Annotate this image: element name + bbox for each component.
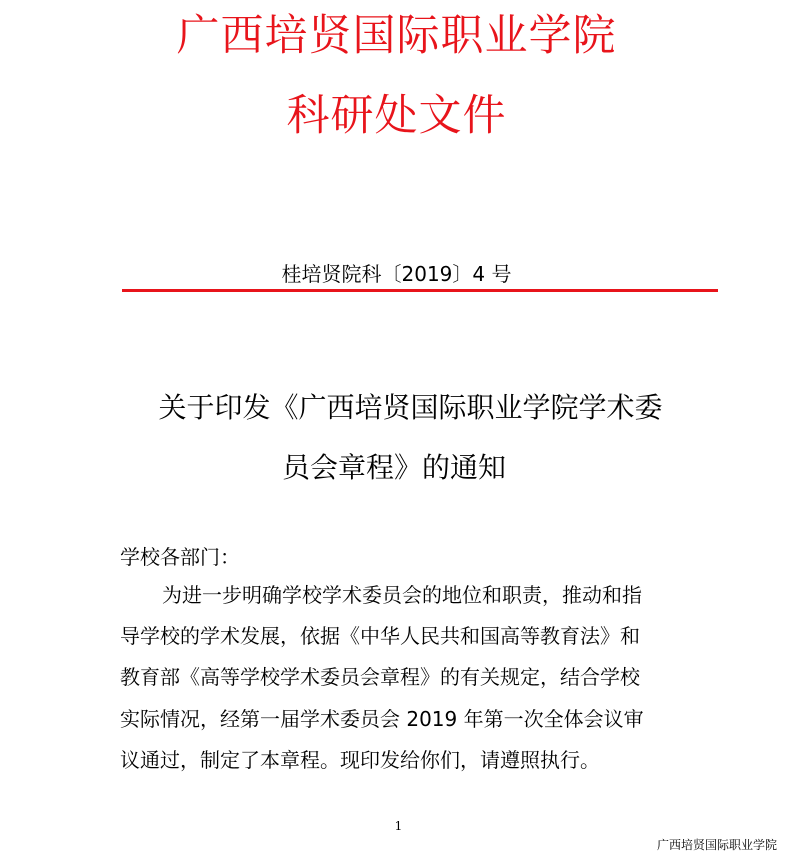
body-text-line: 导学校的学术发展，依据《中华人民共和国高等教育法》和 xyxy=(120,624,640,648)
body-text-line: 教育部《高等学校学术委员会章程》的有关规定，结合学校 xyxy=(120,665,640,689)
salutation: 学校各部门： xyxy=(120,545,240,569)
red-divider-line xyxy=(122,289,718,292)
footer-organization: 广西培贤国际职业学院 xyxy=(656,838,777,852)
page-number: 1 xyxy=(394,819,403,833)
notice-title-line-2: 员会章程》的通知 xyxy=(282,451,507,484)
body-text-line: 为进一步明确学校学术委员会的地位和职责，推动和指 xyxy=(162,583,642,607)
header-institution-name: 广西培贤国际职业学院 xyxy=(176,11,617,61)
body-text-line: 实际情况，经第一届学术委员会 2019 年第一次全体会议审 xyxy=(120,707,644,731)
body-text-line: 议通过，制定了本章程。现印发给你们，请遵照执行。 xyxy=(120,748,600,772)
header-office-document-title: 科研处文件 xyxy=(286,91,507,141)
document-number: 桂培贤院科〔2019〕4 号 xyxy=(281,262,512,286)
notice-title-line-1: 关于印发《广西培贤国际职业学院学术委 xyxy=(158,391,663,424)
